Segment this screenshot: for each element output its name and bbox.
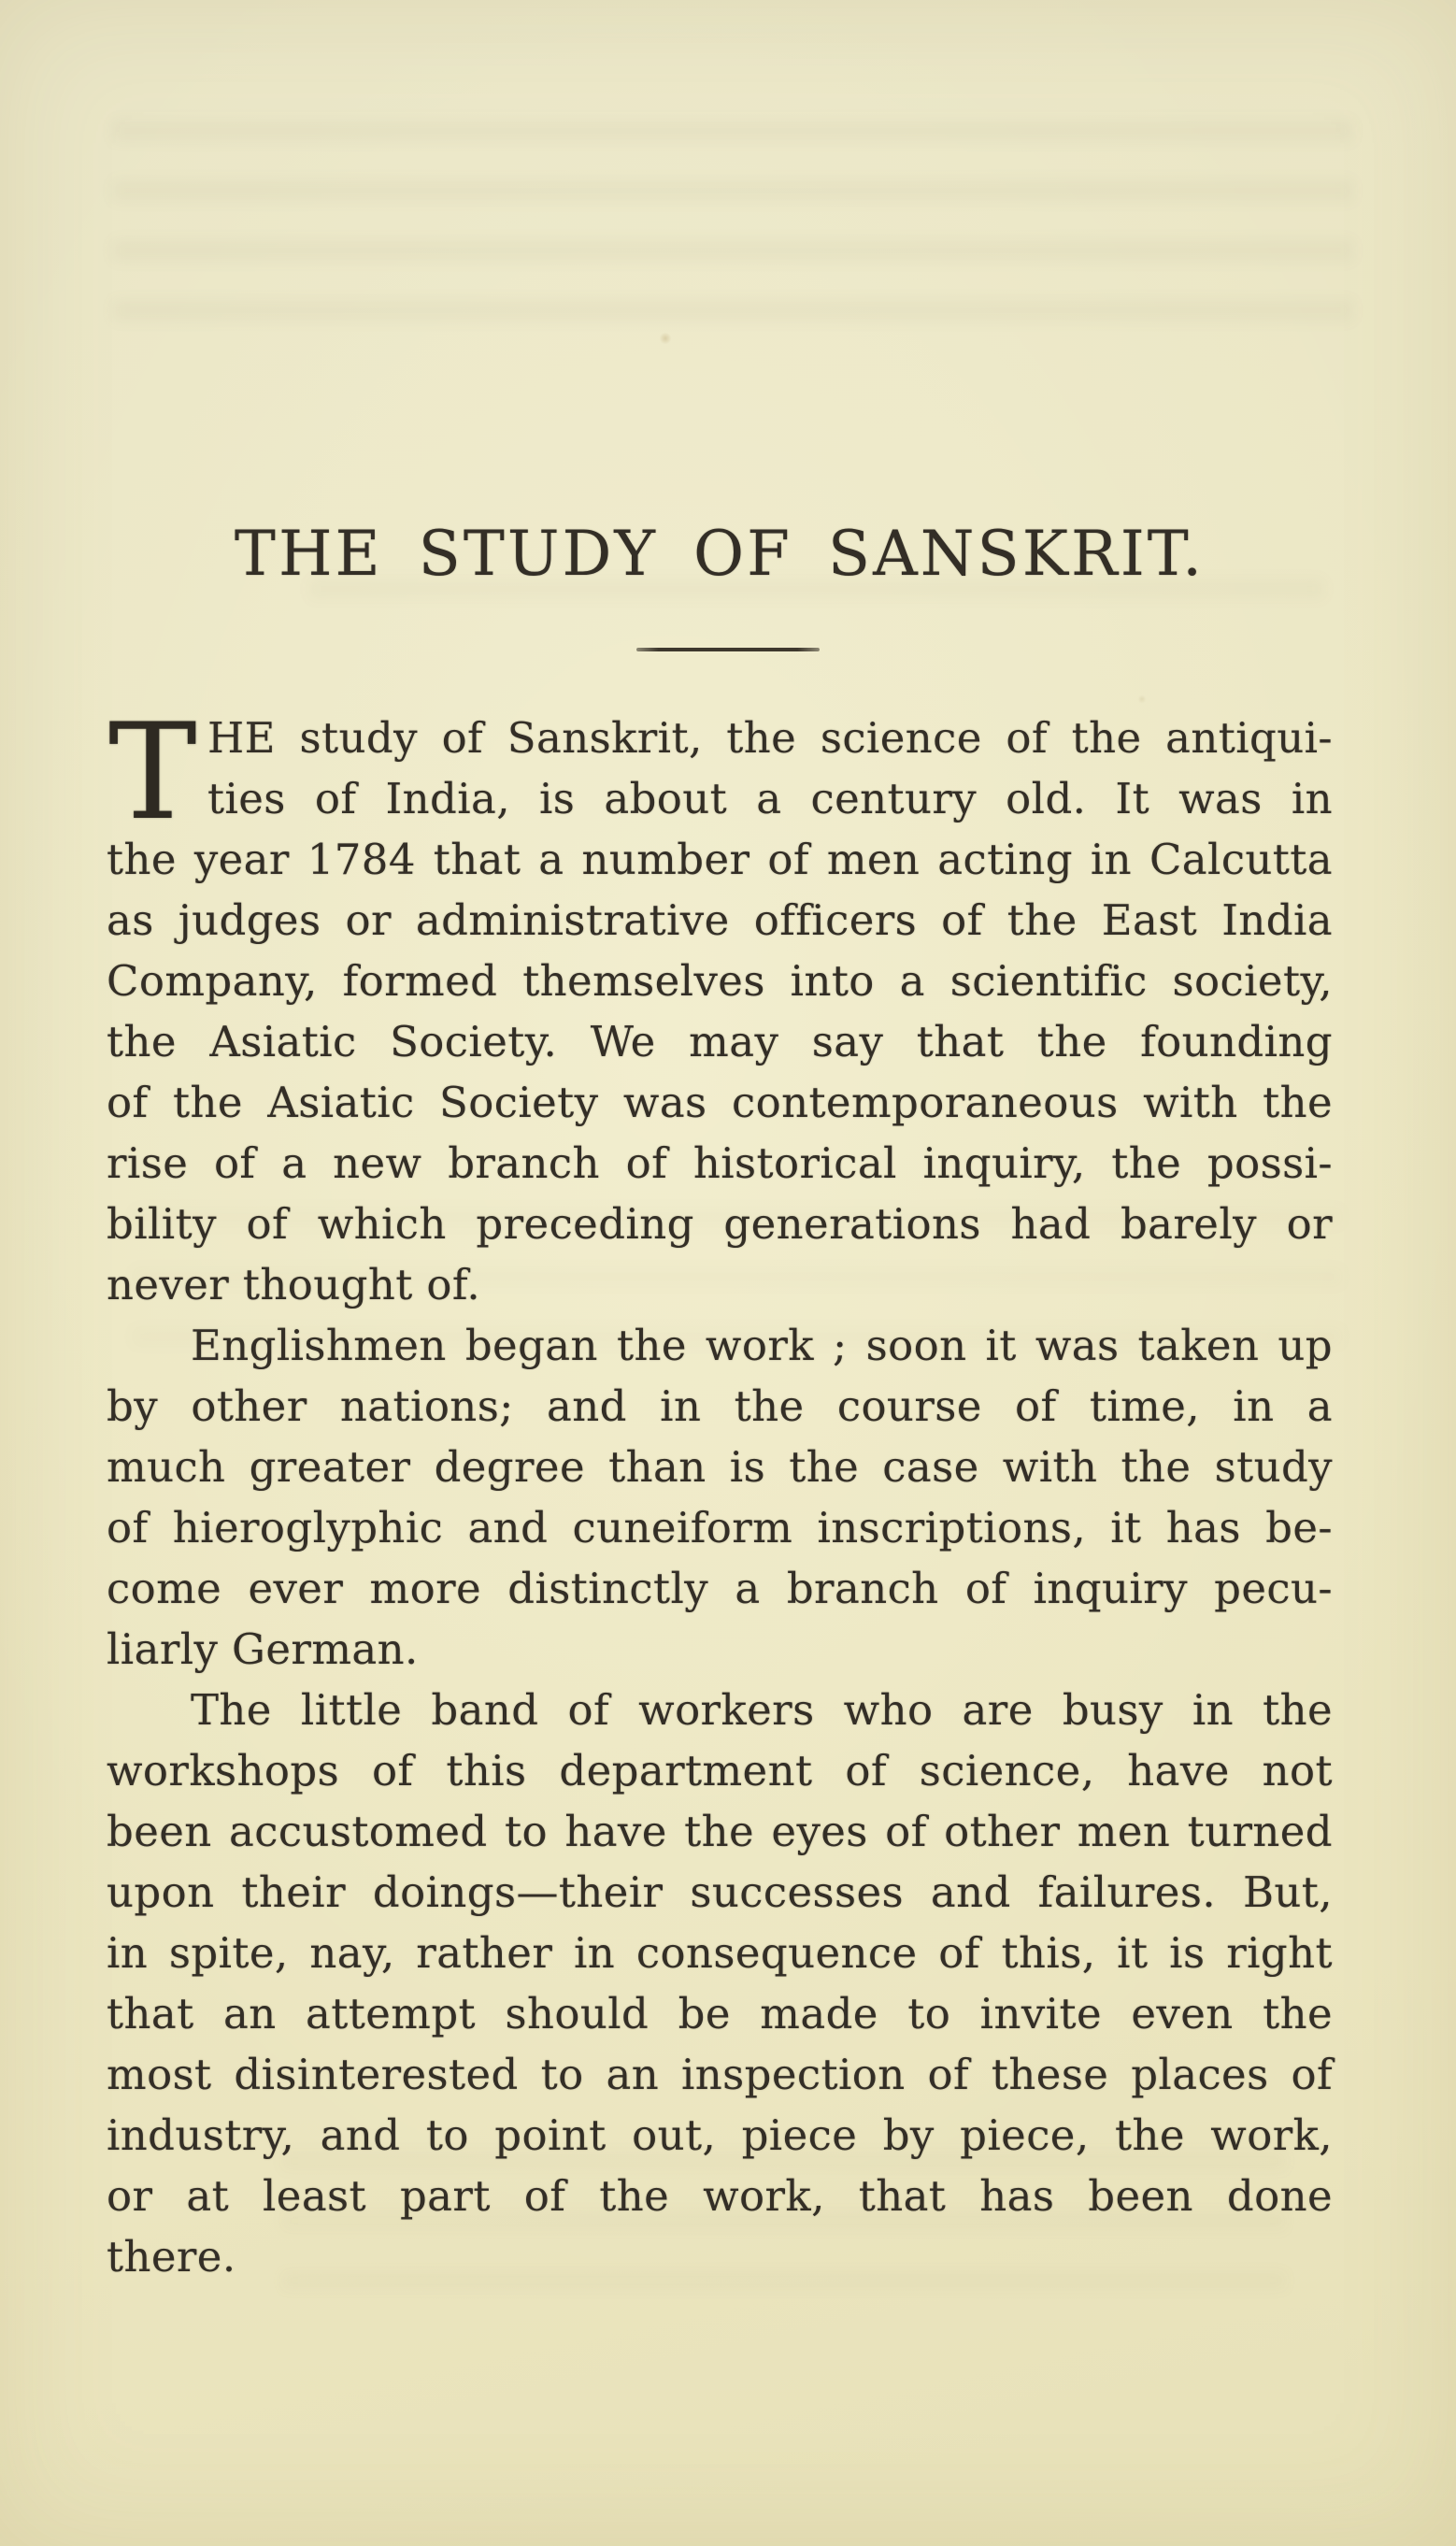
text-line: by other nations; and in the course of time, in a	[107, 1381, 1333, 1431]
text-line: liarly German.	[107, 1624, 419, 1674]
paragraph-3	[107, 1680, 1333, 2287]
text-line: the year 1784 that a number of men acting in Calcutta	[107, 835, 1333, 884]
text-line: ties of India, is about a century old. It was in	[207, 774, 1333, 823]
text-line: of hieroglyphic and cuneiform inscriptions, it has be-	[107, 1503, 1333, 1552]
text-line: The little band of workers who are busy in the	[191, 1685, 1333, 1735]
text-line: upon their doings—their successes and failures. But,	[107, 1867, 1333, 1917]
text-line: industry, and to point out, piece by piece, the work,	[107, 2110, 1333, 2160]
title-divider-rule	[636, 648, 820, 651]
text-line: come ever more distinctly a branch of inquiry pecu-	[107, 1564, 1333, 1613]
body-text	[107, 695, 1333, 2287]
paragraph-2	[107, 1315, 1333, 1680]
text-line: Englishmen began the work ; soon it was taken up	[191, 1321, 1333, 1370]
text-line: that an attempt should be made to invite even the	[107, 1989, 1333, 2038]
text-line: the Asiatic Society. We may say that the founding	[107, 1017, 1333, 1066]
drop-cap: T	[108, 695, 198, 850]
text-line: there.	[107, 2232, 236, 2281]
text-line: of the Asiatic Society was contemporaneous with the	[107, 1078, 1333, 1127]
text-line: HE study of Sanskrit, the science of the antiqui-	[207, 713, 1333, 763]
text-line: Company, formed themselves into a scientific society,	[107, 956, 1333, 1006]
text-line: in spite, nay, rather in consequence of this, it is right	[107, 1928, 1333, 1978]
text-line: never thought of.	[107, 1260, 481, 1309]
paragraph-1	[107, 695, 1333, 1315]
text-line: as judges or administrative officers of the East India	[107, 895, 1333, 945]
text-line: most disinterested to an inspection of these places of	[107, 2050, 1333, 2099]
text-line: much greater degree than is the case with the study	[107, 1442, 1333, 1492]
showthrough-top	[112, 120, 1353, 353]
text-line: rise of a new branch of historical inquiry, the possi-	[107, 1138, 1333, 1188]
text-line: been accustomed to have the eyes of other men turned	[107, 1807, 1333, 1856]
text-line: workshops of this department of science, have not	[107, 1746, 1333, 1795]
chapter-title: THE STUDY OF SANSKRIT.	[234, 518, 1206, 590]
text-line: bility of which preceding generations had barely or	[107, 1199, 1333, 1249]
text-line: or at least part of the work, that has been done	[107, 2171, 1333, 2221]
